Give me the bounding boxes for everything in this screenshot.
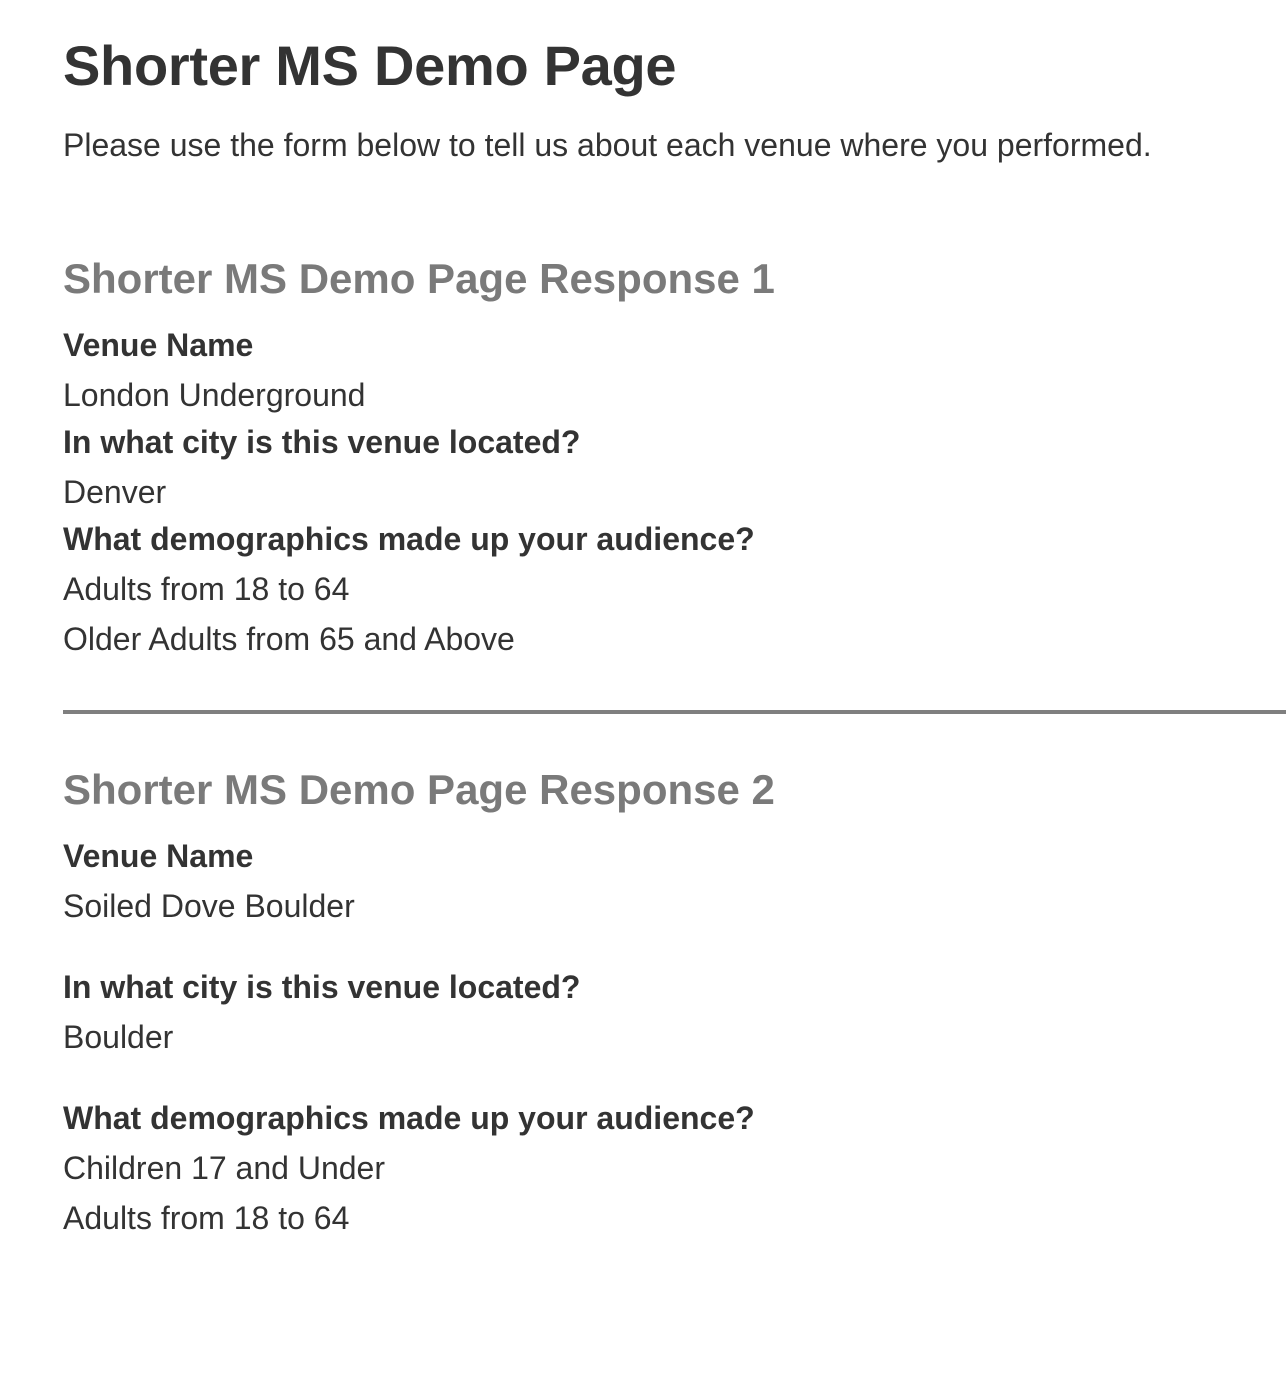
field-values: [63, 370, 1286, 420]
field-label: What demographics made up your audience?: [63, 521, 755, 557]
field-label: In what city is this venue located?: [63, 424, 581, 460]
field-value: Adults from 18 to 64: [63, 571, 350, 607]
field-city: [63, 420, 1286, 517]
field-values: [63, 881, 1286, 931]
page-intro: Please use the form below to tell us about each venue where you performed.: [63, 127, 1152, 163]
field-label: In what city is this venue located?: [63, 969, 581, 1005]
field-value: Soiled Dove Boulder: [63, 888, 355, 924]
field-value: Older Adults from 65 and Above: [63, 621, 515, 657]
response-section-2: [63, 764, 1286, 1243]
page-title: Shorter MS Demo Page: [63, 34, 677, 97]
response-title: Shorter MS Demo Page Response 2: [63, 766, 775, 813]
field-demographics: [63, 517, 1286, 664]
response-divider: [63, 710, 1286, 714]
field-venue-name: [63, 834, 1286, 931]
field-label: Venue Name: [63, 327, 254, 363]
field-value: Denver: [63, 474, 167, 510]
field-values: [63, 1012, 1286, 1062]
response-section-1: [63, 253, 1286, 664]
field-label: Venue Name: [63, 838, 254, 874]
field-value: Adults from 18 to 64: [63, 1200, 350, 1236]
field-value: London Underground: [63, 377, 366, 413]
field-values: [63, 467, 1286, 517]
field-demographics: [63, 1096, 1286, 1243]
response-title: Shorter MS Demo Page Response 1: [63, 255, 775, 302]
field-value: Children 17 and Under: [63, 1150, 385, 1186]
field-city: [63, 965, 1286, 1062]
field-values: [63, 1143, 1286, 1243]
field-venue-name: [63, 323, 1286, 420]
field-value: Boulder: [63, 1019, 174, 1055]
field-values: [63, 564, 1286, 664]
field-label: What demographics made up your audience?: [63, 1100, 755, 1136]
